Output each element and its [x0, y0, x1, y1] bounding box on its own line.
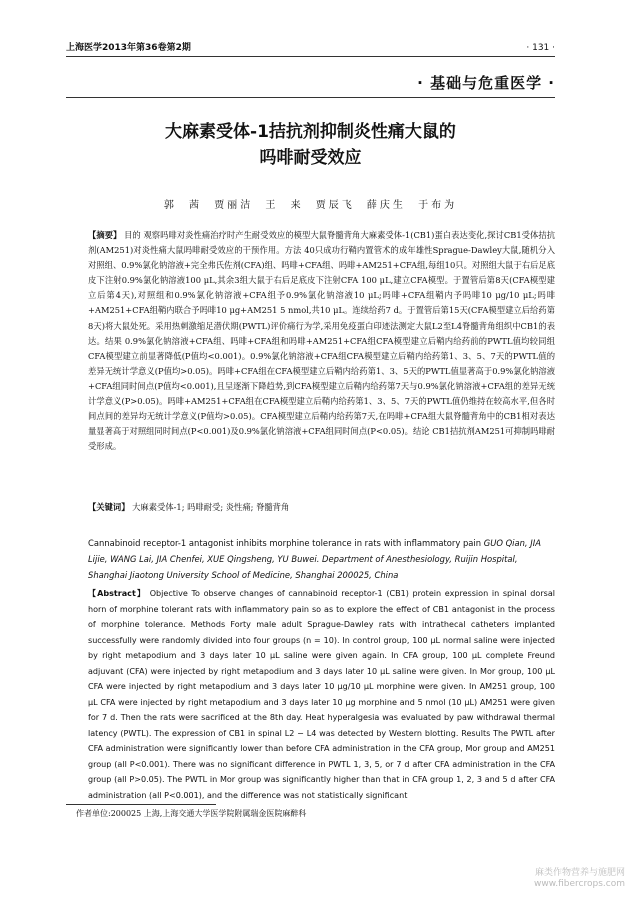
keywords-text: 大麻素受体-1; 吗啡耐受; 炎性痛; 脊髓背角 — [129, 502, 290, 512]
english-affiliation: Department of Anesthesiology, Ruijin Hospital, Shanghai Jiaotong University School of Medicine, Shanghai 200025, China — [88, 554, 518, 580]
site-watermark — [534, 868, 625, 890]
english-title: Cannabinoid receptor-1 antagonist inhibits morphine tolerance in rats with inflammatory pain — [88, 538, 482, 548]
watermark-line-2: www.fibercrops.com — [534, 879, 625, 889]
watermark-line-1: 麻类作物营养与施肥网 — [534, 868, 625, 878]
keywords-label: 【关键词】 — [88, 502, 130, 512]
english-title-block — [88, 535, 555, 583]
running-head — [66, 40, 555, 53]
abstract-label: 【摘要】 — [88, 230, 122, 240]
chinese-abstract — [88, 228, 555, 454]
author-affiliation-footnote: 作者单位:200025 上海,上海交通大学医学院附属瑞金医院麻醉科 — [76, 809, 307, 818]
section-heading: · 基础与危重医学 · — [417, 74, 555, 92]
english-abstract-label: 【Abstract】 — [88, 589, 147, 598]
english-abstract — [88, 586, 555, 803]
header-rule — [66, 56, 555, 57]
article-title — [66, 119, 555, 171]
title-line-2: 吗啡耐受效应 — [259, 148, 362, 168]
page-number: · 131 · — [526, 43, 555, 53]
title-line-1: 大麻素受体-1拮抗剂抑制炎性痛大鼠的 — [165, 122, 456, 142]
author-list: 郭 茜 贾丽洁 王 来 贾辰飞 薛庆生 于布为 — [163, 200, 458, 211]
journal-issue: 上海医学2013年第36卷第2期 — [66, 43, 191, 53]
footnote-rule — [66, 804, 216, 805]
english-authors: GUO Qian, JIA Lijie, WANG Lai, JIA Chenfei, XUE Qingsheng, YU Buwei. — [88, 538, 541, 564]
section-rule — [66, 97, 555, 98]
chinese-keywords — [88, 500, 555, 515]
english-abstract-text: Objective To observe changes of cannabinoid receptor-1 (CB1) protein expression in spinal dorsal horn of morphine tolerant rats with inflammatory pain so as to explore the effect of CB1 antagonist in the process of morphine tolerance. Methods Forty male adult Sprague-Dawley rats with intrathecal catheters implanted successfully were randomly divided into four groups (n = 10). In control group, 100 μL normal saline were injected by right metapodium and 3 days later 10 μL saline were given again. In CFA group, 100 μL complete Freund adjuvant (CFA) were injected by right metapodium and 3 days later 10 μL saline were given. In Mor group, 100 μL CFA were injected by right metapodium and 3 days later 10 μg/10 μL morphine were given. In AM251 group, 100 μL CFA were injected by right metapodium and 3 days later 10 μg morphine and 5 nmol (10 μL) AM251 were given for 7 d. Then the rats were sacrificed at the 8th day. Heat hyperalgesia was evaluated by paw withdrawal thermal latency (PWTL). The expression of CB1 in spinal L2 − L4 was detected by Western blotting. Results The PWTL after CFA administration were significantly lower than before CFA administration in the CFA group, Mor group and AM251 group (all P<0.001). There was no significant difference in PWTL 1, 3, 5, or 7 d after CFA administration in the CFA group (all P>0.05). The PWTL in Mor group was significantly higher than that in CFA group 1, 2, 3 and 5 d after CFA administration (all P<0.001), and the difference was not statistically significant — [88, 589, 555, 800]
abstract-text: 目的 观察吗啡对炎性痛治疗时产生耐受效应的模型大鼠脊髓背角大麻素受体-1(CB1)蛋白表达变化,探讨CB1受体拮抗剂(AM251)对炎性痛大鼠吗啡耐受效应的干预作用。方法 40只成功行鞘内置管术的成年雄性Sprague-Dawley大鼠,随机分入对照组、0.9%氯化钠溶液+完全弗氏佐剂(CFA)组、吗啡+CFA组、吗啡+AM251+CFA组,每组10只。对照组大鼠于右后足底皮下注射0.9%氯化钠溶液100 μL,其余3组大鼠于右后足底皮下注射CFA 100 μL,建立CFA模型。于置管后第8天(CFA模型建立后第4天),对照组和0.9%氯化钠溶液+CFA组予0.9%氯化钠溶液10 μL;吗啡+CFA组鞘内予吗啡10 μg/10 μL;吗啡+AM251+CFA组鞘内联合予吗啡10 μg+AM251 5 nmol,共10 μL。连续给药7 d。于置管后第15天(CFA模型建立后给药第8天)将大鼠处死。采用热刺激缩足潜伏期(PWTL)评价痛行为学,采用免疫蛋白印迹法测定大鼠L2至L4脊髓背角组织中CB1的表达。结果 0.9%氯化钠溶液+CFA组、吗啡+CFA组和吗啡+AM251+CFA组CFA模型建立后鞘内给药前的PWTL值均较同组CFA模型建立前显著降低(P值均<0.001)。0.9%氯化钠溶液+CFA组CFA模型建立后鞘内给药第1、3、5、7天的PWTL值的差异无统计学意义(P值均>0.05)。吗啡+CFA组在CFA模型建立后鞘内给药第1、3、5天的PWTL值显著高于0.9%氯化钠溶液+CFA组同时间点(P值均<0.001),且呈逐渐下降趋势,到CFA模型建立后鞘内给药第7天与0.9%氯化钠溶液+CFA组的差异无统计学意义(P>0.05)。吗啡+AM251+CFA组在CFA模型建立后鞘内给药第1、3、5、7天的PWTL值仍维持在较高水平,但各时间点间的差异均无统计学意义(P值均>0.05)。CFA模型建立后鞘内给药第7天,在吗啡+CFA组大鼠脊髓背角中的CB1相对表达量显著高于对照组同时间点(P<0.001)及0.9%氯化钠溶液+CFA组同时间点(P<0.05)。结论 CB1拮抗剂AM251可抑制吗啡耐受形成。 — [88, 230, 555, 452]
